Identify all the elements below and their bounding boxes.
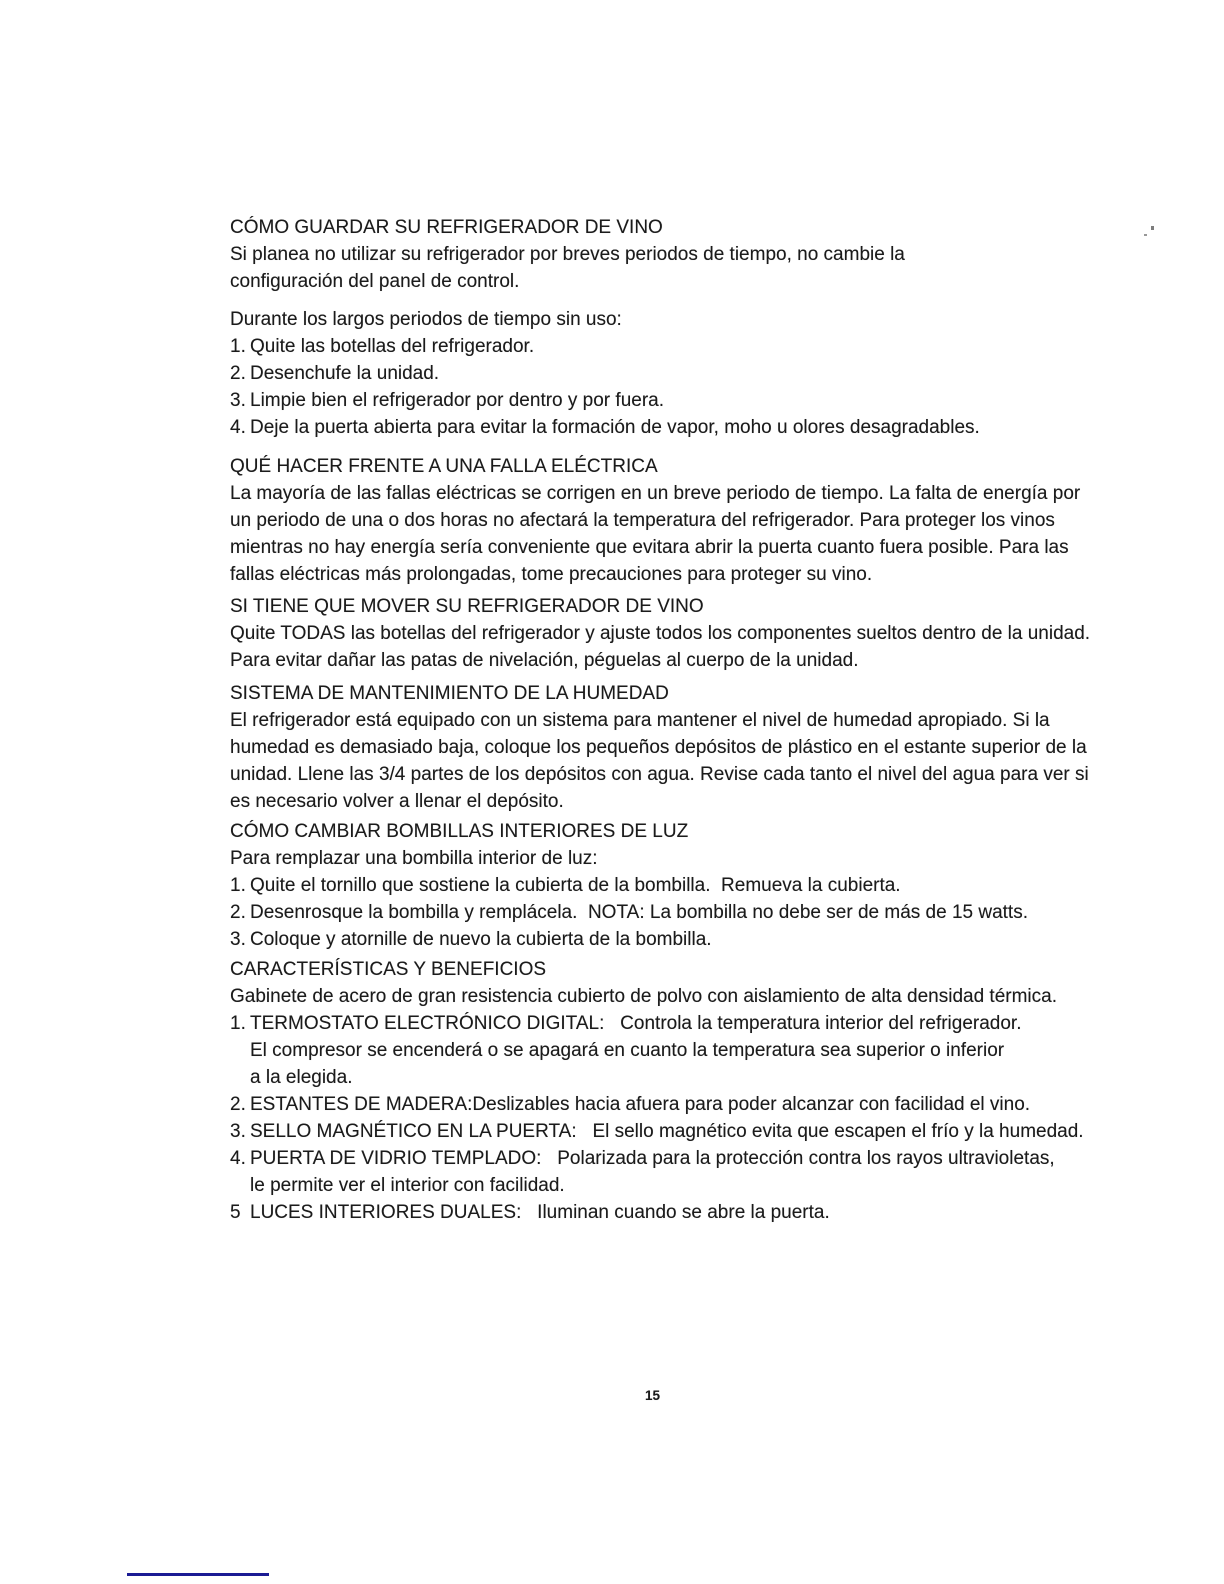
list-line: LUCES INTERIORES DUALES: Iluminan cuando se abre la puerta. [250,1202,830,1223]
list-marker: 3. [230,929,246,950]
section-storing [230,214,1150,441]
list-item [230,899,1150,926]
list-marker: 1. [230,336,246,357]
list-line: SELLO MAGNÉTICO EN LA PUERTA: El sello magnético evita que escapen el frío y la humedad. [250,1121,1084,1142]
list-item [230,333,1150,360]
list-marker: 5 [230,1202,241,1223]
paragraph-line: un periodo de una o dos horas no afectará la temperatura del refrigerador. Para proteger los vinos [230,510,1055,531]
paragraph-line: Si planea no utilizar su refrigerador por breves periodos de tiempo, no cambie la [230,244,905,265]
section-bulbs [230,818,1150,953]
list-item [230,1118,1150,1145]
paragraph-line: La mayoría de las fallas eléctricas se corrigen en un breve periodo de tiempo. La falta de energía por [230,483,1081,504]
list-item [230,360,1150,387]
section-power-failure [230,453,1150,588]
list-item [230,387,1150,414]
list-line: TERMOSTATO ELECTRÓNICO DIGITAL: Controla la temperatura interior del refrigerador. [250,1013,1022,1034]
list-item [230,1199,1150,1226]
list-line: le permite ver el interior con facilidad. [250,1175,565,1196]
scan-artifact-dot [1151,226,1154,230]
section-humidity [230,680,1150,815]
list-intro: Durante los largos periodos de tiempo sin uso: [230,309,622,330]
paragraph-line: configuración del panel de control. [230,271,520,292]
list-item [230,1010,1150,1091]
paragraph-line: Quite TODAS las botellas del refrigerador y ajuste todos los componentes sueltos dentro de la unidad. [230,623,1091,644]
list-line: Coloque y atornille de nuevo la cubierta de la bombilla. [250,929,712,950]
list-line: ESTANTES DE MADERA:Deslizables hacia afuera para poder alcanzar con facilidad el vino. [250,1094,1031,1115]
footer-rule [127,1573,269,1576]
paragraph-line: es necesario volver a llenar el depósito. [230,791,564,812]
paragraph-line: humedad es demasiado baja, coloque los pequeños depósitos de plástico en el estante superior de la [230,737,1087,758]
section-heading: CÓMO GUARDAR SU REFRIGERADOR DE VINO [230,217,663,238]
list-line: Desenrosque la bombilla y remplácela. NOTA: La bombilla no debe ser de más de 15 watts. [250,902,1028,923]
list-line: El compresor se encenderá o se apagará en cuanto la temperatura sea superior o inferior [250,1040,1005,1061]
list-item [230,872,1150,899]
list-line: Quite el tornillo que sostiene la cubierta de la bombilla. Remueva la cubierta. [250,875,901,896]
section-heading: SISTEMA DE MANTENIMIENTO DE LA HUMEDAD [230,683,669,704]
list-item [230,1145,1150,1199]
list-line: Desenchufe la unidad. [250,363,440,384]
list-item [230,926,1150,953]
section-heading: SI TIENE QUE MOVER SU REFRIGERADOR DE VINO [230,596,704,617]
list-marker: 2. [230,363,246,384]
list-marker: 2. [230,1094,246,1115]
list-intro: Para remplazar una bombilla interior de luz: [230,848,598,869]
paragraph-line: mientras no hay energía sería conveniente que evitara abrir la puerta cuanto fuera posible. Para las [230,537,1069,558]
section-moving [230,593,1150,674]
list-marker: 2. [230,902,246,923]
list-line: Limpie bien el refrigerador por dentro y por fuera. [250,390,665,411]
list-line: PUERTA DE VIDRIO TEMPLADO: Polarizada para la protección contra los rayos ultravioletas, [250,1148,1055,1169]
list-line: Deje la puerta abierta para evitar la formación de vapor, moho u olores desagradables. [250,417,980,438]
section-features [230,956,1150,1226]
list-marker: 1. [230,875,246,896]
list-intro: Gabinete de acero de gran resistencia cubierto de polvo con aislamiento de alta densidad térmica. [230,986,1058,1007]
scan-artifact [1144,226,1154,237]
paragraph-line: unidad. Llene las 3/4 partes de los depósitos con agua. Revise cada tanto el nivel del agua para ver si [230,764,1089,785]
paragraph-line: Para evitar dañar las patas de nivelación, péguelas al cuerpo de la unidad. [230,650,859,671]
list-item [230,414,1150,441]
list-marker: 1. [230,1013,246,1034]
section-heading: QUÉ HACER FRENTE A UNA FALLA ELÉCTRICA [230,456,658,477]
list-marker: 4. [230,1148,246,1169]
list-marker: 3. [230,390,246,411]
list-marker: 4. [230,417,246,438]
list-line: a la elegida. [250,1067,353,1088]
paragraph-line: El refrigerador está equipado con un sistema para mantener el nivel de humedad apropiado. Si la [230,710,1050,731]
section-heading: CÓMO CAMBIAR BOMBILLAS INTERIORES DE LUZ [230,821,689,842]
scan-artifact-dot [1144,234,1147,236]
list-line: Quite las botellas del refrigerador. [250,336,535,357]
list-item [230,1091,1150,1118]
section-heading: CARACTERÍSTICAS Y BENEFICIOS [230,959,547,980]
paragraph-line: fallas eléctricas más prolongadas, tome precauciones para proteger su vino. [230,564,873,585]
list-marker: 3. [230,1121,246,1142]
page-content [230,214,1150,1226]
page-number: 15 [645,1388,661,1403]
